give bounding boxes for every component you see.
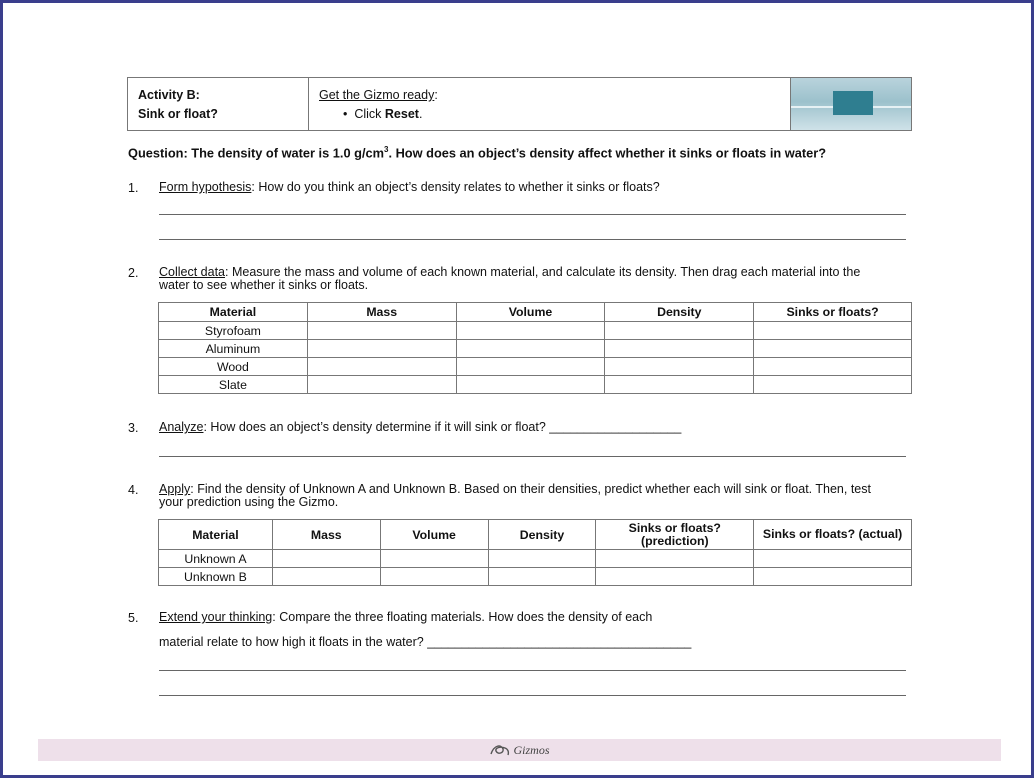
volume-cell[interactable] (380, 550, 488, 568)
density-cell[interactable] (488, 568, 596, 586)
gizmo-thumbnail (791, 78, 911, 130)
item-5-label: Extend your thinking (159, 610, 273, 624)
activity-title (128, 78, 309, 130)
table1-header-density: Density (605, 303, 754, 322)
gizmo-ready-box (309, 78, 791, 130)
item-2 (159, 266, 879, 292)
table-row (159, 550, 912, 568)
table-row (159, 340, 912, 358)
table2-header-actual: Sinks or floats? (actual) (754, 520, 912, 550)
gizmo-ready-colon: : (434, 88, 438, 102)
bullet-bold: Reset (384, 107, 419, 121)
footer-bar (38, 739, 1001, 761)
material-cell: Aluminum (159, 340, 308, 358)
volume-cell[interactable] (380, 568, 488, 586)
volume-cell[interactable] (456, 322, 605, 340)
question-text-a: Question: The density of water is 1.0 g/cm (128, 145, 384, 161)
volume-cell[interactable] (456, 376, 605, 394)
material-cell: Wood (159, 358, 308, 376)
mass-cell[interactable] (272, 550, 380, 568)
explorelearning-logo-icon (489, 743, 511, 757)
answer-line (159, 456, 906, 457)
activity-label: Activity B: (138, 88, 200, 102)
item-2-label: Collect data (159, 265, 226, 279)
gizmos-brand: Gizmos (513, 742, 550, 757)
bullet-suffix: . (418, 107, 423, 121)
item-1-number: 1. (128, 181, 139, 195)
item-3-number: 3. (128, 421, 139, 435)
material-cell: Styrofoam (159, 322, 308, 340)
table1-header-material: Material (159, 303, 308, 322)
mass-cell[interactable] (307, 358, 456, 376)
item-2-text: : Measure the mass and volume of each known material, and calculate its density. Then drag each material into the water to see whether it sinks or floats. (159, 265, 861, 292)
activity-subtitle: Sink or float? (138, 107, 218, 121)
item-5-line2: material relate to how high it floats in the water? ______________________________________ (159, 635, 692, 649)
density-cell[interactable] (488, 550, 596, 568)
bullet-prefix: Click (354, 107, 385, 121)
gizmo-ready-label: Get the Gizmo ready (319, 88, 435, 102)
volume-cell[interactable] (456, 340, 605, 358)
density-cell[interactable] (605, 322, 754, 340)
question (128, 143, 918, 159)
question-text-b: . How does an object’s density affect whether it sinks or floats in water? (388, 145, 827, 161)
table-row (159, 358, 912, 376)
sinks-floats-cell[interactable] (754, 322, 912, 340)
item-5-number: 5. (128, 611, 139, 625)
volume-cell[interactable] (456, 358, 605, 376)
table2-header-volume: Volume (380, 520, 488, 550)
item-4-number: 4. (128, 483, 139, 497)
answer-line (159, 239, 906, 240)
table-row (159, 568, 912, 586)
density-cell[interactable] (605, 340, 754, 358)
worksheet-page (3, 3, 1031, 775)
sinks-floats-cell[interactable] (754, 358, 912, 376)
table2-header-material: Material (159, 520, 273, 550)
table-row (159, 376, 912, 394)
table1-header-mass: Mass (307, 303, 456, 322)
item-5-text: : Compare the three floating materials. How does the density of each (272, 610, 653, 624)
mass-cell[interactable] (272, 568, 380, 586)
table2-header-mass: Mass (272, 520, 380, 550)
table1-header-sinks-floats: Sinks or floats? (754, 303, 912, 322)
data-table-unknown (158, 519, 912, 586)
table-row (159, 322, 912, 340)
mass-cell[interactable] (307, 340, 456, 358)
actual-cell[interactable] (754, 568, 912, 586)
data-table-known (158, 302, 912, 394)
mass-cell[interactable] (307, 322, 456, 340)
material-cell: Unknown A (159, 550, 273, 568)
gizmo-ready-bullet (319, 105, 790, 124)
density-cell[interactable] (605, 358, 754, 376)
item-4-text: : Find the density of Unknown A and Unknown B. Based on their densities, predict whether each will sink or float. Then, test your prediction using the Gizmo. (159, 482, 871, 509)
sinks-floats-cell[interactable] (754, 340, 912, 358)
material-cell: Unknown B (159, 568, 273, 586)
prediction-cell[interactable] (596, 550, 754, 568)
activity-header (127, 77, 912, 131)
question-superscript: 3 (384, 145, 389, 154)
mass-cell[interactable] (307, 376, 456, 394)
item-1-text: : How do you think an object’s density relates to whether it sinks or floats? (251, 180, 660, 194)
material-cell: Slate (159, 376, 308, 394)
answer-line (159, 670, 906, 671)
item-4 (159, 483, 884, 509)
table2-header-density: Density (488, 520, 596, 550)
prediction-cell[interactable] (596, 568, 754, 586)
item-3 (159, 421, 919, 434)
bullet-icon: • (343, 107, 355, 121)
item-3-text: : How does an object’s density determine if it will sink or float? ___________________ (203, 420, 682, 434)
item-2-number: 2. (128, 266, 139, 280)
table2-header-prediction: Sinks or floats? (prediction) (596, 520, 754, 550)
item-1 (159, 181, 919, 194)
item-3-label: Analyze (159, 420, 204, 434)
density-cell[interactable] (605, 376, 754, 394)
item-1-label: Form hypothesis (159, 180, 252, 194)
table1-header-volume: Volume (456, 303, 605, 322)
item-5 (159, 611, 919, 624)
sinks-floats-cell[interactable] (754, 376, 912, 394)
answer-line (159, 695, 906, 696)
floating-block (833, 91, 873, 115)
item-4-label: Apply (159, 482, 191, 496)
answer-line (159, 214, 906, 215)
actual-cell[interactable] (754, 550, 912, 568)
